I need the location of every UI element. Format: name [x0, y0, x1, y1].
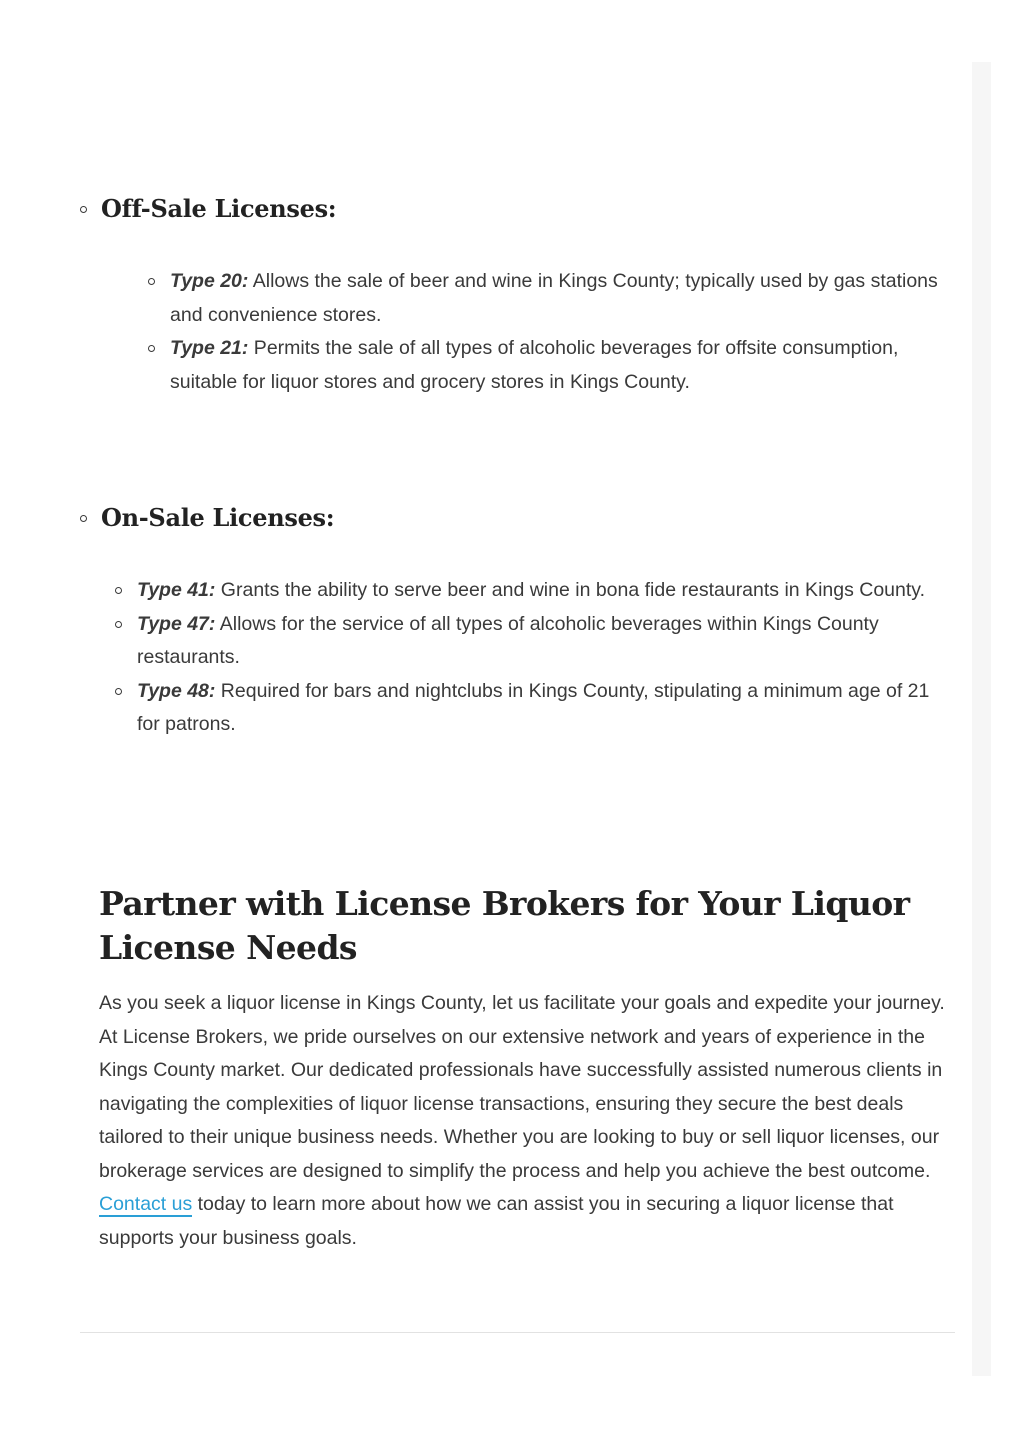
on-sale-heading: [80, 503, 334, 532]
circle-bullet-icon: [115, 621, 122, 628]
paragraph-text: today to learn more about how we can assist you in securing a liquor license that supports your business goals.: [99, 1193, 894, 1249]
contact-us-link[interactable]: Contact us: [99, 1193, 193, 1215]
scrollbar[interactable]: [972, 62, 991, 1376]
license-type-label: Type 41:: [137, 579, 216, 601]
off-sale-list: [170, 265, 940, 399]
off-sale-title: Off-Sale Licenses:: [101, 194, 337, 223]
circle-bullet-icon: [148, 345, 155, 352]
on-sale-title: On-Sale Licenses:: [101, 503, 335, 532]
circle-bullet-icon: [115, 587, 122, 594]
license-description: Required for bars and nightclubs in Kings County, stipulating a minimum age of 21 for patrons.: [137, 679, 930, 735]
license-description: Permits the sale of all types of alcoholic beverages for offsite consumption, suitable for liquor stores and grocery stores in Kings County.: [170, 337, 899, 393]
circle-bullet-icon: [115, 688, 122, 695]
partner-heading: Partner with License Brokers for Your Liquor License Needs: [99, 884, 910, 967]
partner-paragraph: [99, 987, 945, 1255]
license-type-label: Type 48:: [137, 679, 216, 702]
list-item: [170, 332, 940, 399]
divider: [80, 1332, 955, 1333]
license-type-label: Type 21:: [170, 337, 249, 359]
license-type-label: Type 20:: [170, 270, 249, 292]
on-sale-list: [137, 574, 945, 742]
paragraph-text: As you seek a liquor license in Kings County, let us facilitate your goals and expedite your journey. At License Brokers, we pride ourselves on our extensive network and years of experience in the Kings County market. Our dedicated professionals have successfully assisted numerous clients in navigating the complexities of liquor license transactions, ensuring they secure the best deals tailored to their unique business needs. Whether you are looking to buy or sell liquor licenses, our brokerage services are designed to simplify the process and help you achieve the best outcome.: [99, 992, 945, 1182]
list-item: [137, 574, 945, 608]
license-description: Allows the sale of beer and wine in Kings County; typically used by gas stations and convenience stores.: [170, 270, 938, 326]
list-item: [137, 608, 945, 675]
circle-bullet-icon: [80, 515, 87, 522]
circle-bullet-icon: [148, 278, 155, 285]
off-sale-heading: [80, 194, 336, 223]
license-description: Allows for the service of all types of alcoholic beverages within Kings County restaurants.: [137, 612, 879, 668]
license-description: Grants the ability to serve beer and wine in bona fide restaurants in Kings County.: [215, 579, 926, 601]
license-type-label: Type 47:: [137, 612, 216, 635]
list-item: [170, 265, 940, 332]
list-item: [137, 675, 945, 742]
circle-bullet-icon: [80, 206, 87, 213]
